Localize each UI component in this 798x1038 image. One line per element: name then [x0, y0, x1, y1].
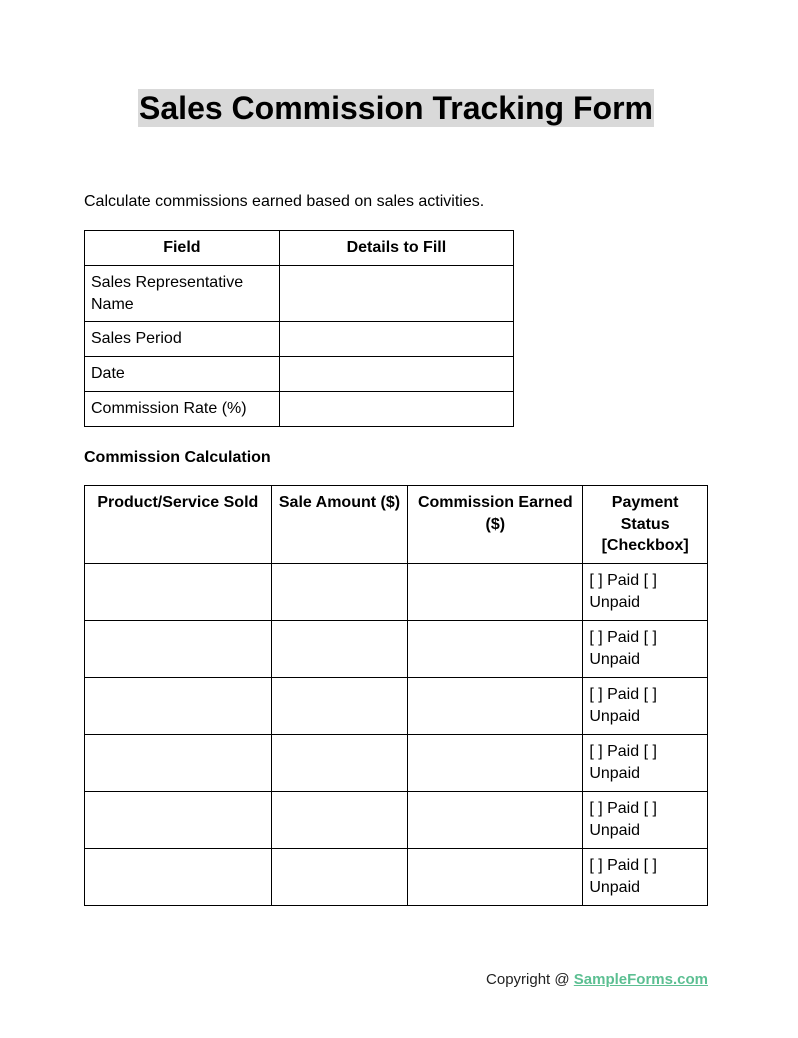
amount-cell[interactable] — [271, 792, 408, 849]
commission-table — [84, 485, 708, 906]
amount-cell[interactable] — [271, 621, 408, 678]
header-product: Product/Service Sold — [85, 486, 272, 564]
table-row — [85, 322, 514, 357]
payment-status-cell[interactable]: [ ] Paid [ ] Unpaid — [583, 621, 708, 678]
fields-table-header-row — [85, 231, 514, 266]
header-field: Field — [85, 231, 280, 266]
header-sale-amount: Sale Amount ($) — [271, 486, 408, 564]
title-container — [0, 89, 792, 127]
table-row — [85, 564, 708, 621]
header-details: Details to Fill — [279, 231, 513, 266]
product-cell[interactable] — [85, 849, 272, 906]
payment-status-cell[interactable]: [ ] Paid [ ] Unpaid — [583, 735, 708, 792]
table-row — [85, 678, 708, 735]
section-heading-commission: Commission Calculation — [84, 449, 271, 466]
product-cell[interactable] — [85, 564, 272, 621]
commission-cell[interactable] — [408, 792, 583, 849]
table-row — [85, 735, 708, 792]
payment-status-cell[interactable]: [ ] Paid [ ] Unpaid — [583, 792, 708, 849]
payment-status-cell[interactable]: [ ] Paid [ ] Unpaid — [583, 849, 708, 906]
product-cell[interactable] — [85, 792, 272, 849]
field-label: Sales Period — [85, 322, 280, 357]
payment-status-cell[interactable]: [ ] Paid [ ] Unpaid — [583, 564, 708, 621]
page-title: Sales Commission Tracking Form — [139, 90, 653, 126]
commission-cell[interactable] — [408, 849, 583, 906]
intro-text: Calculate commissions earned based on sales activities. — [84, 193, 485, 210]
table-row — [85, 266, 514, 322]
amount-cell[interactable] — [271, 735, 408, 792]
table-row — [85, 392, 514, 427]
table-row — [85, 621, 708, 678]
product-cell[interactable] — [85, 621, 272, 678]
product-cell[interactable] — [85, 678, 272, 735]
field-label: Sales Representative Name — [85, 266, 280, 322]
payment-status-cell[interactable]: [ ] Paid [ ] Unpaid — [583, 678, 708, 735]
table-row — [85, 357, 514, 392]
table-row — [85, 849, 708, 906]
commission-cell[interactable] — [408, 564, 583, 621]
copyright-text: Copyright @ — [486, 971, 574, 988]
header-payment-status: Payment Status [Checkbox] — [583, 486, 708, 564]
product-cell[interactable] — [85, 735, 272, 792]
fields-table — [84, 230, 514, 427]
field-input-commission-rate[interactable] — [279, 392, 513, 427]
field-input-sales-period[interactable] — [279, 322, 513, 357]
copyright-footer — [486, 970, 708, 990]
header-commission-earned: Commission Earned ($) — [408, 486, 583, 564]
field-input-sales-rep-name[interactable] — [279, 266, 513, 322]
amount-cell[interactable] — [271, 564, 408, 621]
commission-table-header-row — [85, 486, 708, 564]
sampleforms-link[interactable]: SampleForms.com — [573, 971, 708, 988]
field-label: Date — [85, 357, 280, 392]
commission-cell[interactable] — [408, 678, 583, 735]
commission-cell[interactable] — [408, 621, 583, 678]
amount-cell[interactable] — [271, 849, 408, 906]
field-label: Commission Rate (%) — [85, 392, 280, 427]
field-input-date[interactable] — [279, 357, 513, 392]
commission-cell[interactable] — [408, 735, 583, 792]
table-row — [85, 792, 708, 849]
amount-cell[interactable] — [271, 678, 408, 735]
